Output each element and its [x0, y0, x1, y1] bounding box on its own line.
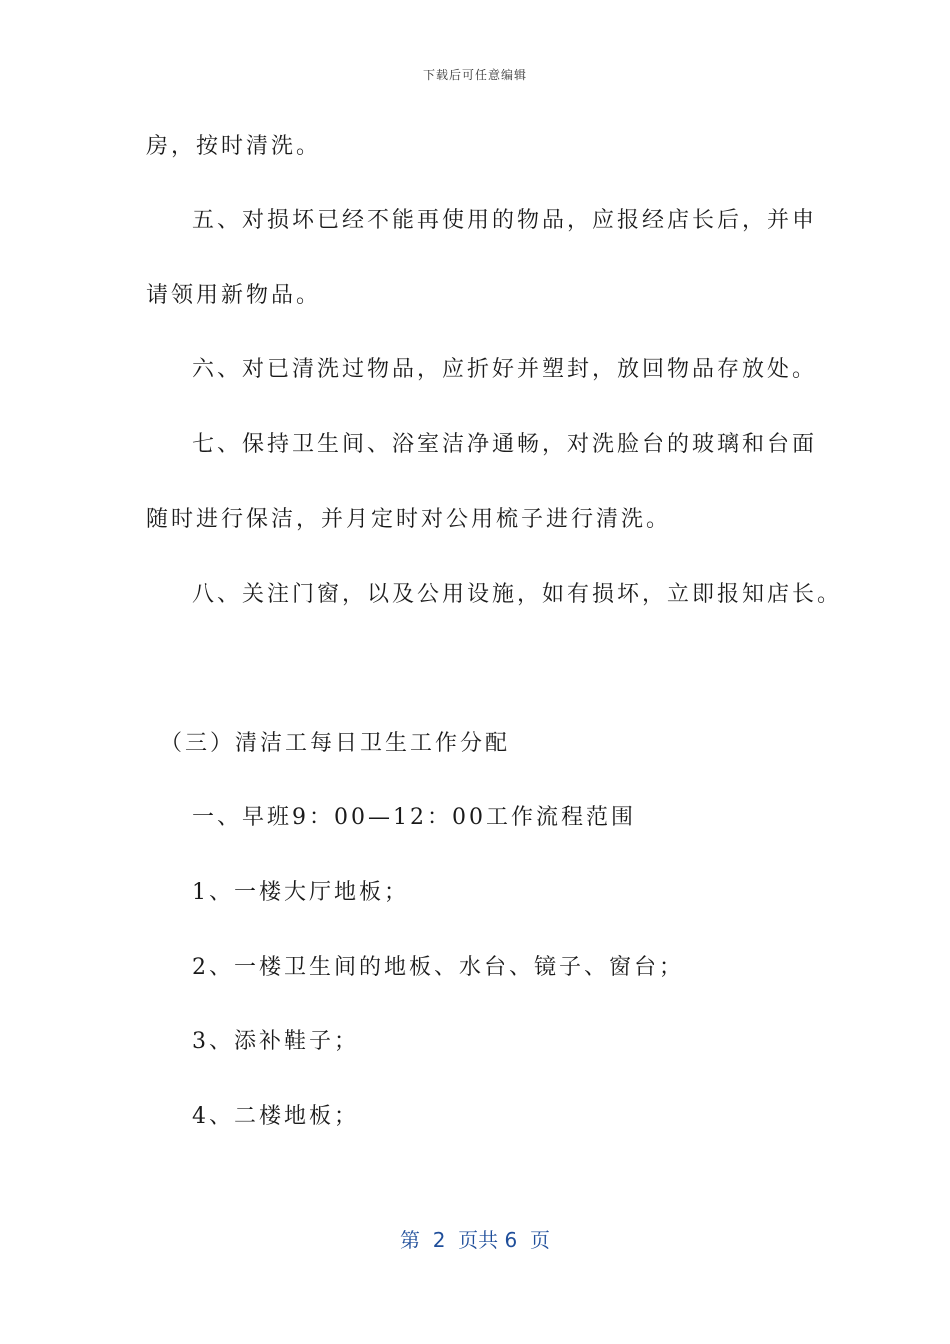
body-line: 随时进行保洁，并月定时对公用梳子进行清洗。 — [146, 507, 672, 532]
list-item: 3、添补鞋子； — [192, 1029, 359, 1054]
list-item: 2、一楼卫生间的地板、水台、镜子、窗台； — [192, 955, 684, 980]
body-line: 请领用新物品。 — [146, 283, 322, 308]
body-line: 七、保持卫生间、浴室洁净通畅，对洗脸台的玻璃和台面 — [192, 432, 818, 457]
body-line: 五、对损坏已经不能再使用的物品，应报经店长后，并申 — [192, 208, 818, 233]
body-line: 八、关注门窗，以及公用设施，如有损坏，立即报知店长。 — [192, 582, 843, 607]
page-number: 第 2 页共 6 页 — [400, 1228, 550, 1252]
list-item: 1、一楼大厅地板； — [192, 880, 409, 905]
body-line: 房，按时清洗。 — [146, 134, 322, 159]
list-item: 4、二楼地板； — [192, 1104, 359, 1129]
body-line: 一、早班9：00—12：00工作流程范围 — [192, 805, 636, 830]
body-line: 六、对已清洗过物品，应折好并塑封，放回物品存放处。 — [192, 357, 818, 382]
section-heading: （三）清洁工每日卫生工作分配 — [160, 731, 511, 756]
header-note: 下载后可任意编辑 — [422, 68, 527, 82]
